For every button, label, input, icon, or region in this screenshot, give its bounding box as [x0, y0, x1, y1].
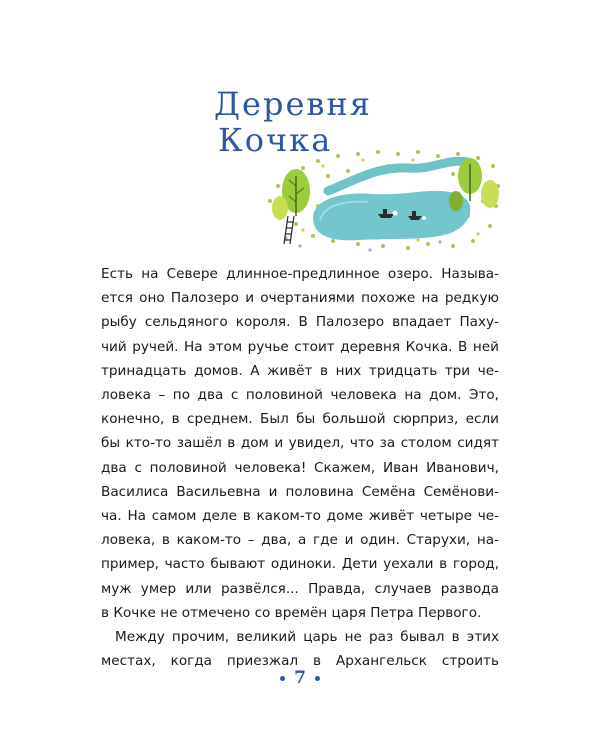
text-line: чий ручей. На этом ручье стоит деревня Кочка. В ней [101, 338, 499, 355]
text-line: ловека, в каком-то – два, а где и один. Старухи, на- [101, 532, 499, 549]
chapter-title-line-2: Кочка [218, 121, 333, 159]
lake-village-illustration-icon [258, 146, 508, 256]
text-line: пример, часто бывают одиноки. Дети уехали в город, [101, 556, 499, 573]
text-line: конечно, в среднем. Был бы большой сюрприз, если [101, 411, 499, 428]
text-line: два с половиной человека! Скажем, Иван Иванович, [101, 459, 499, 476]
text-line: муж умер или развёлся... Правда, случаев развода [101, 580, 499, 597]
text-line: тринадцать домов. А живёт в них тридцать три че- [101, 362, 499, 379]
text-line: Есть на Севере длинное-предлинное озеро. Называ- [101, 266, 499, 282]
text-line: ется оно Палозеро и очертаниями похоже на редкую [101, 290, 499, 307]
page-number [0, 668, 600, 688]
text-line-paragraph-start: Между прочим, великий царь не раз бывал в этих [115, 629, 499, 646]
dot-ornament-icon [280, 676, 285, 681]
dot-ornament-icon [315, 676, 320, 681]
page-number-value: 7 [294, 668, 306, 688]
text-line: рыбу сельдяного короля. В Палозеро впадает Паху- [101, 314, 499, 331]
chapter-title-line-1: Деревня [214, 85, 372, 123]
text-line: ча. На самом деле в каком-то доме живёт четыре че- [101, 508, 499, 525]
text-line: ловека – по два с половиной человека на дом. Это, [101, 387, 499, 404]
body-text [101, 262, 499, 673]
text-line: в Кочке не отмечено со времён царя Петра Первого. [101, 604, 482, 621]
text-line: Василиса Васильевна и половина Семёна Семёнови- [101, 483, 499, 500]
text-line: местах, когда приезжал в Архангельск строить [101, 653, 499, 670]
text-line: бы кто-то зашёл в дом и увидел, что за столом сидят [101, 435, 499, 452]
